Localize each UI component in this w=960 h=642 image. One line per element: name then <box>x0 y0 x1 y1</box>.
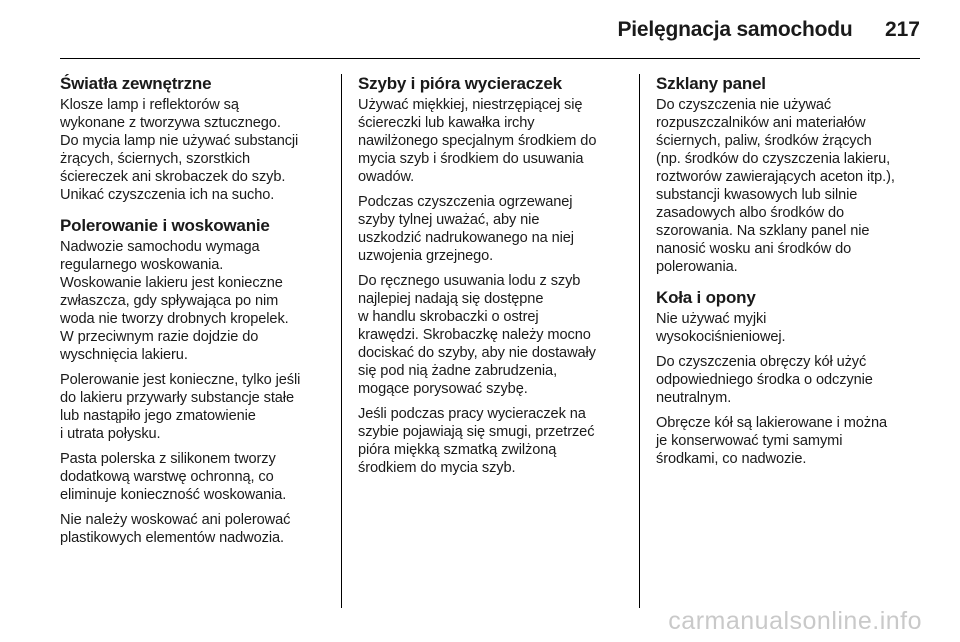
page-header <box>60 18 920 48</box>
section-heading: Światła zewnętrzne <box>60 74 212 93</box>
watermark: carmanualsonline.info <box>668 607 922 635</box>
section-heading: Polerowanie i woskowanie <box>60 216 270 235</box>
paragraph: Klosze lamp i reflektorów są wykonane z tworzywa sztucznego. Do mycia lamp nie używać substancji żrących, ściernych, szorstkich ściereczek ani skrobaczek do szyb. Unikać czyszczenia ich na sucho. <box>60 97 299 203</box>
paragraph: Nie należy woskować ani polerować plastikowych elementów nadwozia. <box>60 512 291 546</box>
paragraph: Do czyszczenia obręczy kół użyć odpowiedniego środka o odczynie neutralnym. <box>656 354 873 406</box>
section-heading: Szklany panel <box>656 74 766 93</box>
paragraph: Podczas czyszczenia ogrzewanej szyby tylnej uważać, aby nie uszkodzić nadrukowanego na niej uzwojenia grzejnego. <box>358 194 574 264</box>
section-heading: Szyby i pióra wycieraczek <box>358 74 562 93</box>
column-divider <box>639 74 640 608</box>
paragraph: Nie używać myjki wysokociśnieniowej. <box>656 311 786 345</box>
paragraph: Obręcze kół są lakierowane i można je konserwować tymi samymi środkami, co nadwozie. <box>656 415 888 467</box>
section-glass-panel <box>656 74 928 276</box>
paragraph: Polerowanie jest konieczne, tylko jeśli do lakieru przywarły substancje stałe lub nastąpiło jego zmatowienie i utrata połysku. <box>60 372 301 442</box>
paragraph: Używać miękkiej, niestrzępiącej się ściereczki lub kawałka irchy nawilżonego specjalnym środkiem do mycia szyb i środkiem do usuwania owadów. <box>358 97 597 185</box>
paragraph: Do czyszczenia nie używać rozpuszczalników ani materiałów ściernych, paliw, środków żrących (np. środków do czyszczenia lakieru, roztworów zawierających aceton itp.), substancji kwasowych lub silnie zasadowych albo środków do szorowania. Na szklany panel nie nanosić wosku ani środków do polerowania. <box>656 97 895 275</box>
paragraph: Do ręcznego usuwania lodu z szyb najlepiej nadają się dostępne w handlu skrobaczki o ostrej krawędzi. Skrobaczkę należy mocno dociskać do szyby, aby nie dostawały się pod nią żadne zabrudzenia, mogące porysować szybę. <box>358 273 596 397</box>
section-windows-wipers <box>358 74 630 477</box>
section-wheels-tyres <box>656 288 928 468</box>
page-number: 217 <box>884 18 920 41</box>
column-3 <box>656 74 928 480</box>
paragraph: Jeśli podczas pracy wycieraczek na szybie pojawiają się smugi, przetrzeć pióra miękką szmatką zwilżoną środkiem do mycia szyb. <box>358 406 595 476</box>
paragraph: Nadwozie samochodu wymaga regularnego woskowania. Woskowanie lakieru jest konieczne zwłaszcza, gdy spływająca po nim woda nie tworzy drobnych kropelek. W przeciwnym razie dojdzie do wyschnięcia lakieru. <box>60 239 289 363</box>
header-rule <box>60 58 920 59</box>
column-2 <box>358 74 630 489</box>
column-1 <box>60 74 332 559</box>
paragraph: Pasta polerska z silikonem tworzy dodatkową warstwę ochronną, co eliminuje konieczność woskowania. <box>60 451 287 503</box>
header-title: Pielęgnacja samochodu <box>617 18 853 41</box>
section-heading: Koła i opony <box>656 288 756 307</box>
section-exterior-lights <box>60 74 332 204</box>
section-polishing-waxing <box>60 216 332 547</box>
column-divider <box>341 74 342 608</box>
